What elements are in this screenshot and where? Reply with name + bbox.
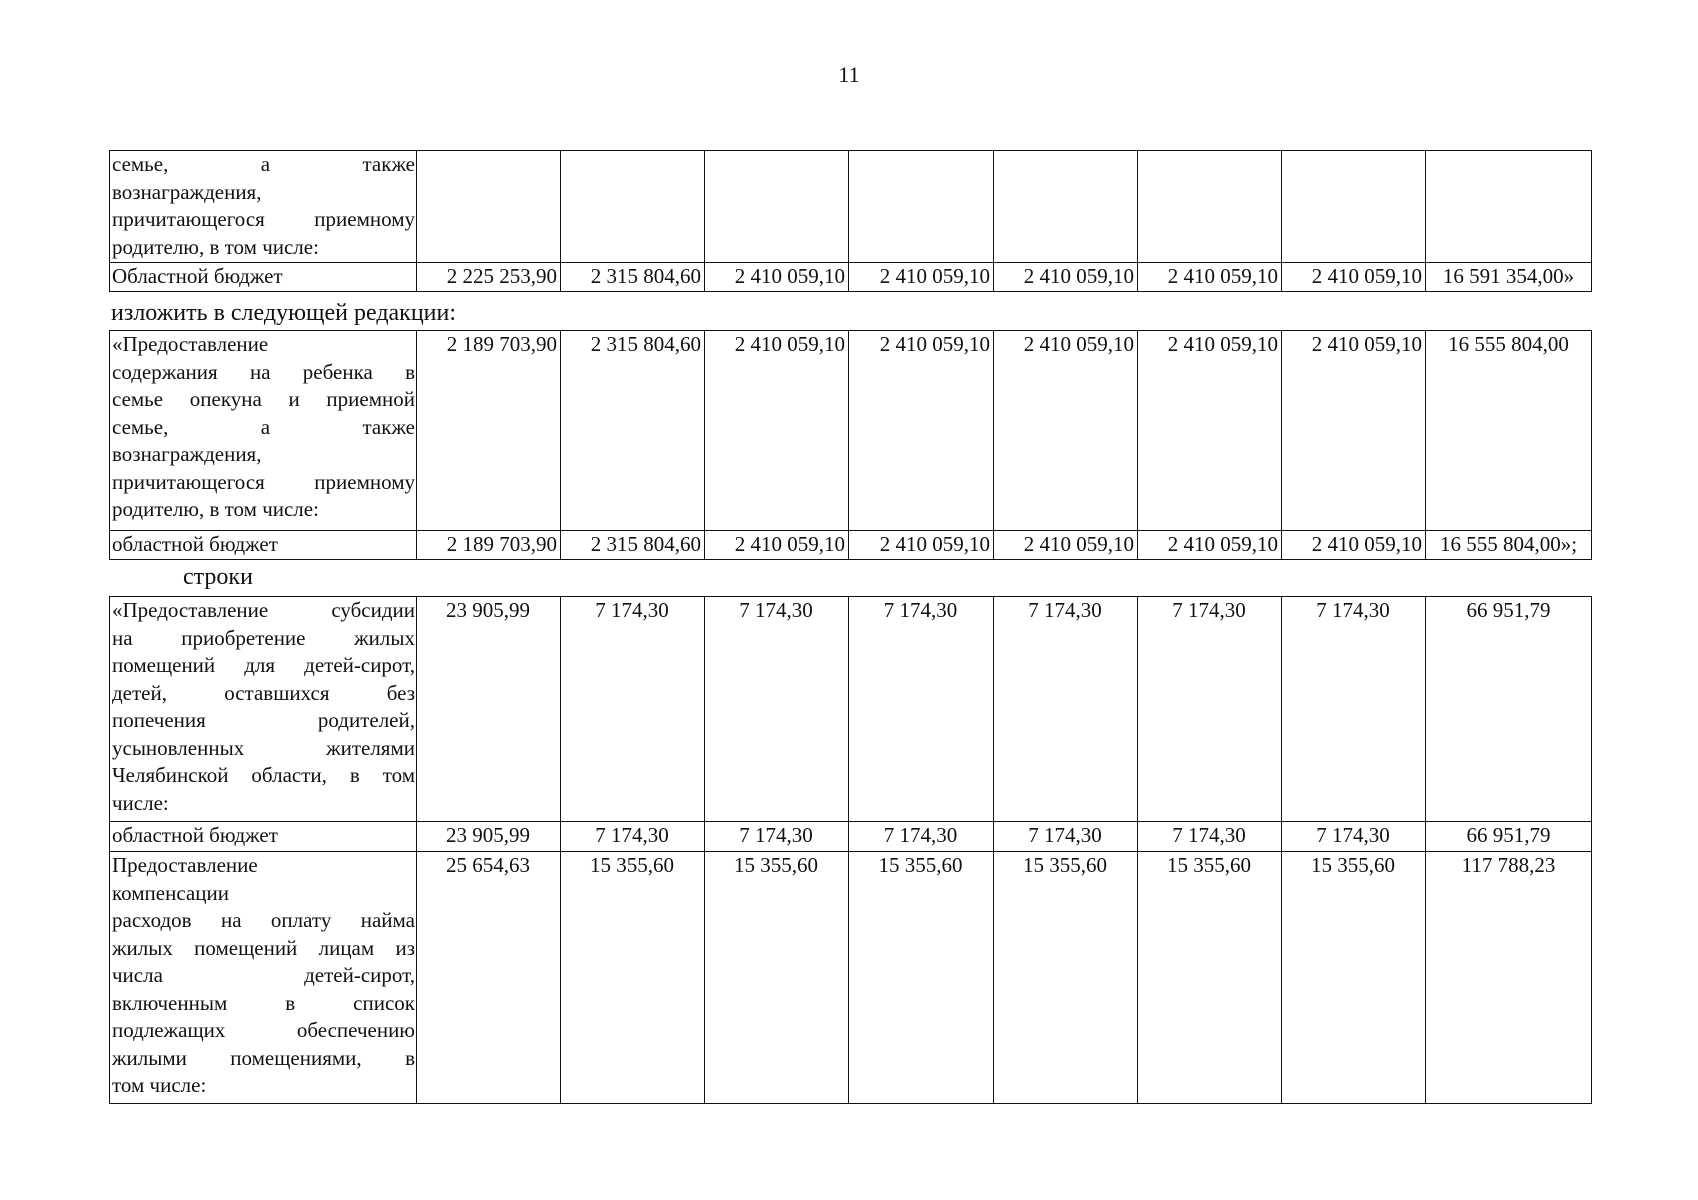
total-cell: 66 951,79	[1426, 597, 1592, 822]
year-value-cell: 2 315 804,60	[561, 263, 705, 292]
row-label	[110, 852, 417, 1104]
total-cell: 117 788,23	[1426, 852, 1592, 1104]
row-label-line: жилыми помещениями, в	[112, 1045, 415, 1070]
total-cell	[1426, 151, 1592, 263]
year-value-cell	[561, 151, 705, 263]
row-label-line: жилых помещений лицам из	[112, 935, 415, 960]
year-value-cell: 2 225 253,90	[417, 263, 561, 292]
row-label-line: числа детей-сирот,	[112, 963, 415, 987]
row-label-line: причитающегося приемному	[112, 207, 415, 231]
year-value-cell: 15 355,60	[994, 852, 1138, 1104]
year-value-cell: 15 355,60	[561, 852, 705, 1104]
row-label-line: попечения родителей,	[112, 708, 415, 732]
row-label	[110, 151, 417, 263]
row-label-line: семье, а также	[112, 414, 415, 439]
row-label-line: родителю, в том числе:	[112, 497, 319, 521]
table-row	[110, 597, 1592, 822]
total-cell: 16 591 354,00»	[1426, 263, 1592, 292]
year-value-cell: 7 174,30	[705, 822, 849, 852]
year-value-cell: 2 410 059,10	[1282, 263, 1426, 292]
year-value-cell: 2 189 703,90	[417, 531, 561, 560]
year-value-cell: 2 410 059,10	[705, 263, 849, 292]
year-value-cell: 7 174,30	[1282, 597, 1426, 822]
row-label-line: компенсации	[112, 880, 229, 905]
row-label	[110, 597, 417, 822]
row-label-line: причитающегося приемному	[112, 469, 415, 494]
row-label-line: областной бюджет	[112, 532, 278, 556]
row-label-line: родителю, в том числе:	[112, 234, 319, 259]
year-value-cell: 2 410 059,10	[1138, 331, 1282, 531]
row-label-line: детей, оставшихся без	[112, 680, 415, 705]
year-value-cell: 15 355,60	[705, 852, 849, 1104]
year-value-cell	[994, 151, 1138, 263]
year-value-cell: 2 315 804,60	[561, 531, 705, 560]
year-value-cell: 7 174,30	[1282, 822, 1426, 852]
row-label-line: вознаграждения,	[112, 179, 262, 204]
year-value-cell: 15 355,60	[1282, 852, 1426, 1104]
year-value-cell: 25 654,63	[417, 852, 561, 1104]
caption-rows: строки	[183, 564, 253, 590]
row-label-line: помещений для детей-сирот,	[112, 653, 415, 677]
row-label	[110, 263, 417, 292]
year-value-cell: 2 410 059,10	[1282, 531, 1426, 560]
year-value-cell	[417, 151, 561, 263]
year-value-cell: 2 410 059,10	[1282, 331, 1426, 531]
year-value-cell: 7 174,30	[561, 597, 705, 822]
page-number: 11	[838, 62, 860, 87]
row-label-line: «Предоставление	[112, 332, 269, 356]
year-value-cell: 23 905,99	[417, 597, 561, 822]
row-label-line: усыновленных жителями	[112, 735, 415, 760]
year-value-cell: 7 174,30	[1138, 597, 1282, 822]
row-label-line: Предоставление	[112, 853, 258, 877]
row-label-line: содержания на ребенка в	[112, 359, 415, 384]
year-value-cell: 7 174,30	[849, 597, 994, 822]
year-value-cell	[705, 151, 849, 263]
caption-new-edition: изложить в следующей редакции:	[111, 300, 457, 326]
total-cell: 66 951,79	[1426, 822, 1592, 852]
year-value-cell	[849, 151, 994, 263]
year-value-cell: 2 315 804,60	[561, 331, 705, 531]
year-value-cell: 2 410 059,10	[849, 531, 994, 560]
row-label-line: Челябинской области, в том	[112, 763, 415, 787]
year-value-cell	[1138, 151, 1282, 263]
year-value-cell	[1282, 151, 1426, 263]
table-row	[110, 151, 1592, 263]
year-value-cell: 2 410 059,10	[1138, 531, 1282, 560]
year-value-cell: 7 174,30	[561, 822, 705, 852]
row-label	[110, 531, 417, 560]
year-value-cell: 2 410 059,10	[994, 263, 1138, 292]
year-value-cell: 15 355,60	[1138, 852, 1282, 1104]
budget-table-rows	[109, 596, 1592, 1104]
row-label-line: Областной бюджет	[112, 264, 283, 288]
year-value-cell: 7 174,30	[1138, 822, 1282, 852]
table-row	[110, 531, 1592, 560]
year-value-cell: 23 905,99	[417, 822, 561, 852]
year-value-cell: 2 410 059,10	[994, 331, 1138, 531]
row-label-line: вознаграждения,	[112, 442, 262, 466]
year-value-cell: 2 410 059,10	[849, 263, 994, 292]
total-cell: 16 555 804,00	[1426, 331, 1592, 531]
year-value-cell: 15 355,60	[849, 852, 994, 1104]
year-value-cell: 7 174,30	[994, 597, 1138, 822]
table-row	[110, 263, 1592, 292]
row-label-line: областной бюджет	[112, 823, 278, 847]
year-value-cell: 7 174,30	[994, 822, 1138, 852]
row-label	[110, 331, 417, 531]
row-label-line: числе:	[112, 790, 169, 815]
total-cell: 16 555 804,00»;	[1426, 531, 1592, 560]
year-value-cell: 7 174,30	[705, 597, 849, 822]
year-value-cell: 2 410 059,10	[705, 531, 849, 560]
row-label-line: семье, а также	[112, 152, 415, 176]
year-value-cell: 2 189 703,90	[417, 331, 561, 531]
row-label-line: семье опекуна и приемной	[112, 387, 415, 411]
row-label-line: расходов на оплату найма	[112, 908, 415, 932]
row-label	[110, 822, 417, 852]
year-value-cell: 2 410 059,10	[1138, 263, 1282, 292]
row-label-line: том числе:	[112, 1073, 207, 1097]
year-value-cell: 2 410 059,10	[849, 331, 994, 531]
year-value-cell: 2 410 059,10	[994, 531, 1138, 560]
row-label-line: на приобретение жилых	[112, 625, 415, 650]
table-row	[110, 331, 1592, 531]
row-label-line: включенным в список	[112, 990, 415, 1015]
budget-table-new	[109, 330, 1592, 560]
budget-table-old	[109, 150, 1592, 292]
table-row	[110, 852, 1592, 1104]
year-value-cell: 2 410 059,10	[705, 331, 849, 531]
row-label-line: «Предоставление субсидии	[112, 598, 415, 622]
row-label-line: подлежащих обеспечению	[112, 1018, 415, 1042]
year-value-cell: 7 174,30	[849, 822, 994, 852]
table-row	[110, 822, 1592, 852]
